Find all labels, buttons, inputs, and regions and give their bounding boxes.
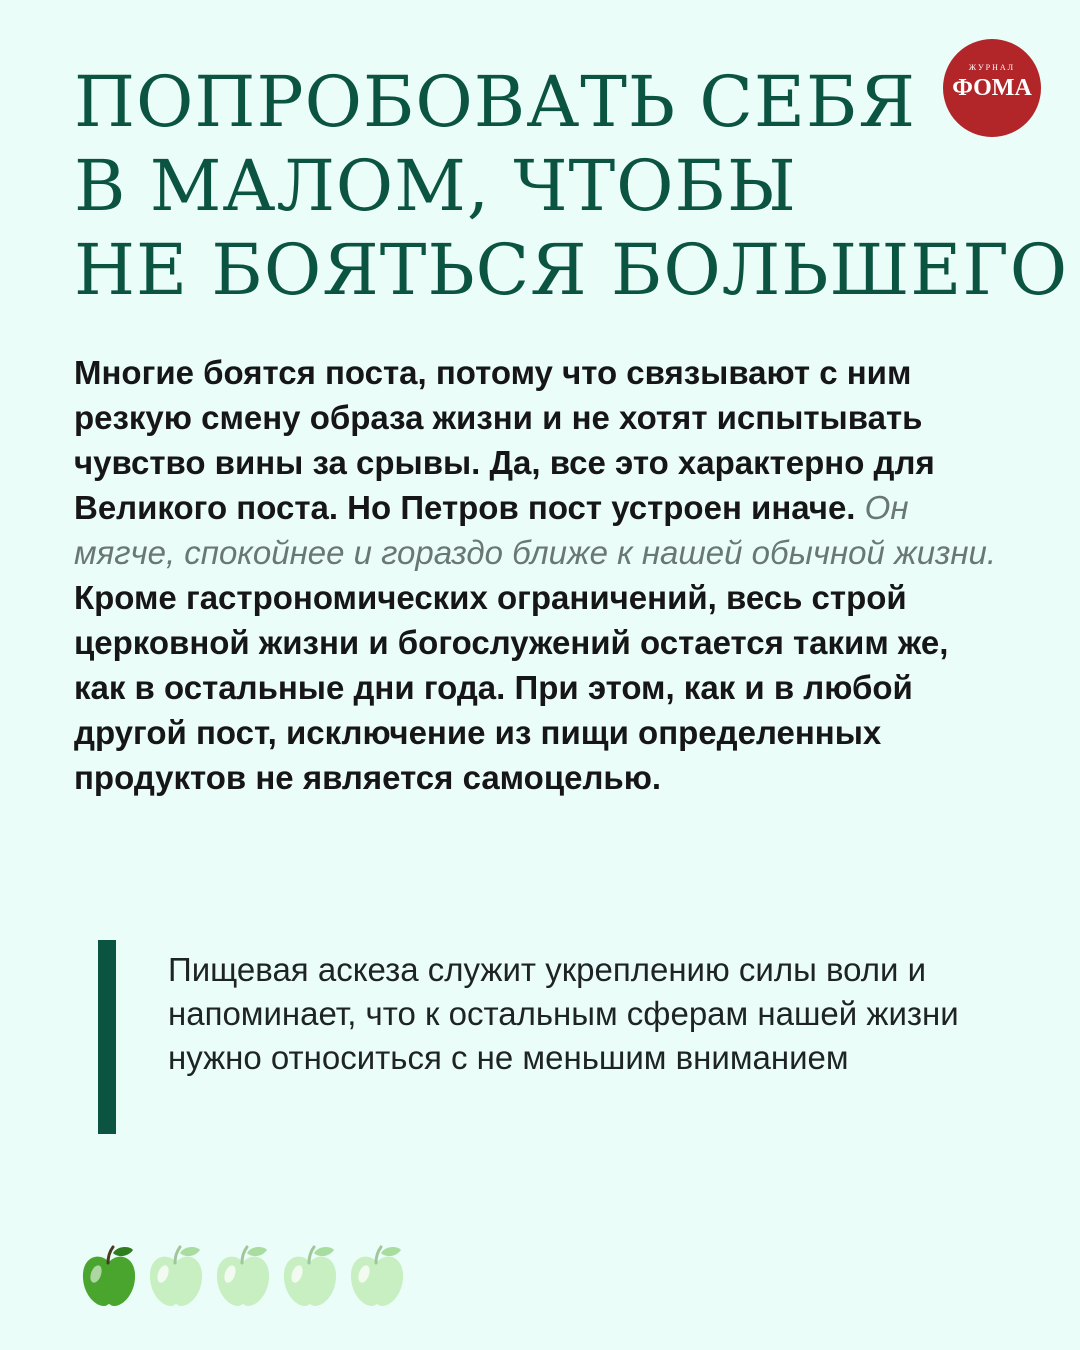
paragraph-emphasis: Он мягче, спокойнее и гораздо ближе к нашей обычной жизни. — [74, 489, 997, 571]
green-apple-icon — [346, 1244, 408, 1310]
page-title — [74, 60, 1069, 312]
title-line-3: НЕ БОЯТЬСЯ БОЛЬШЕГО — [74, 229, 1069, 311]
title-line-2: В МАЛОМ, ЧТОБЫ — [74, 145, 797, 227]
slide-progress-indicator — [78, 1244, 408, 1310]
foma-logo — [943, 39, 1041, 137]
logo-wordmark: ФОМА — [952, 75, 1032, 101]
quote-accent-bar — [98, 940, 116, 1134]
green-apple-icon — [279, 1244, 341, 1310]
paragraph-part-2: Кроме гастрономических ограничений, весь строй церковной жизни и богослужений остается таким же, как в остальные дни года. При этом, как и в любой другой пост, исключение из пищи определенных продуктов не является самоцелью. — [74, 579, 949, 796]
quote-text: Пищевая аскеза служит укреплению силы воли и напоминает, что к остальным сферам нашей жизни нужно относиться с не меньшим вниманием — [168, 951, 959, 1076]
green-apple-icon — [212, 1244, 274, 1310]
pull-quote — [98, 940, 1058, 1134]
paragraph-part-1: Многие боятся поста, потому что связывают с ним резкую смену образа жизни и не хотят испытывать чувство вины за срывы. Да, все это характерно для Великого поста. Но Петров пост устроен иначе. — [74, 354, 935, 526]
green-apple-icon — [78, 1244, 140, 1310]
logo-caption: ЖУРНАЛ — [968, 63, 1016, 72]
main-paragraph — [74, 350, 1004, 800]
green-apple-icon — [145, 1244, 207, 1310]
title-line-1: ПОПРОБОВАТЬ СЕБЯ — [74, 61, 916, 143]
